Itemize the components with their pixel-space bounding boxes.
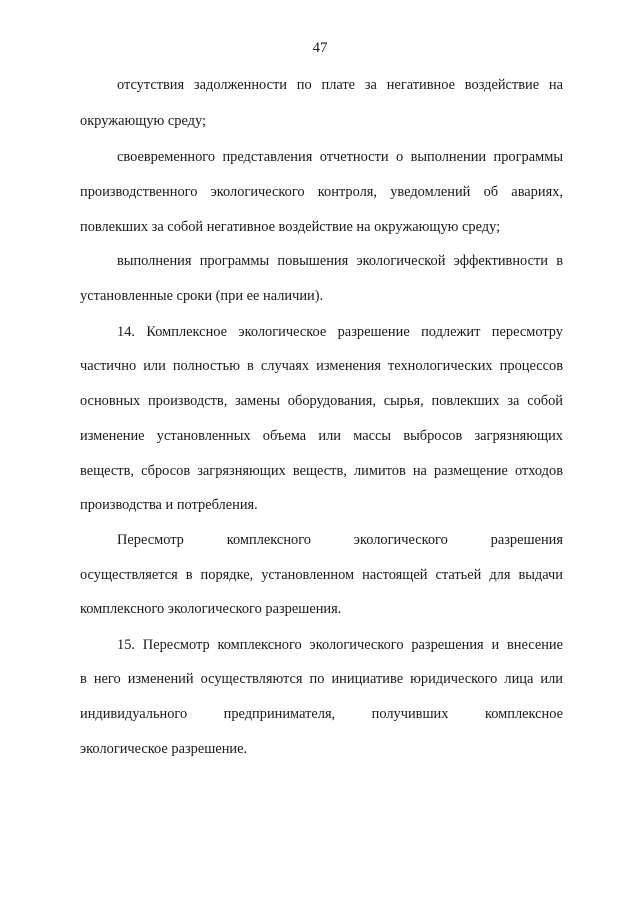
paragraph-line: выполнения программы повышения экологической эффективности в — [117, 253, 563, 269]
page-number: 47 — [312, 40, 328, 56]
paragraph-line: окружающую среду; — [80, 113, 207, 129]
paragraph-line: экологическое разрешение. — [80, 741, 248, 757]
paragraph-line: производственного экологического контроля, уведомлений об авариях, — [80, 184, 563, 200]
paragraph-line: изменение установленных объема или массы выбросов загрязняющих — [80, 428, 563, 444]
paragraph-line: установленные сроки (при ее наличии). — [80, 288, 324, 304]
paragraph-line: 15. Пересмотр комплексного экологического разрешения и внесение — [117, 637, 563, 653]
paragraph-line: повлекших за собой негативное воздействие на окружающую среду; — [80, 219, 501, 235]
paragraph-line: Пересмотр комплексного экологического разрешения — [117, 532, 563, 548]
paragraph-line: веществ, сбросов загрязняющих веществ, лимитов на размещение отходов — [80, 463, 563, 479]
paragraph-line: основных производств, замены оборудования, сырья, повлекших за собой — [80, 393, 563, 409]
paragraph-line: своевременного представления отчетности о выполнении программы — [117, 149, 563, 165]
paragraph-line: в него изменений осуществляются по инициативе юридического лица или — [80, 671, 563, 687]
paragraph-line: индивидуального предпринимателя, получивших комплексное — [80, 706, 563, 722]
paragraph-line: производства и потребления. — [80, 497, 258, 513]
paragraph-line: комплексного экологического разрешения. — [80, 601, 342, 617]
paragraph-line: осуществляется в порядке, установленном настоящей статьей для выдачи — [80, 567, 563, 583]
paragraph-line: 14. Комплексное экологическое разрешение подлежит пересмотру — [117, 324, 563, 340]
paragraph-line: частично или полностью в случаях изменения технологических процессов — [80, 358, 563, 374]
paragraph-line: отсутствия задолженности по плате за негативное воздействие на — [117, 77, 563, 93]
